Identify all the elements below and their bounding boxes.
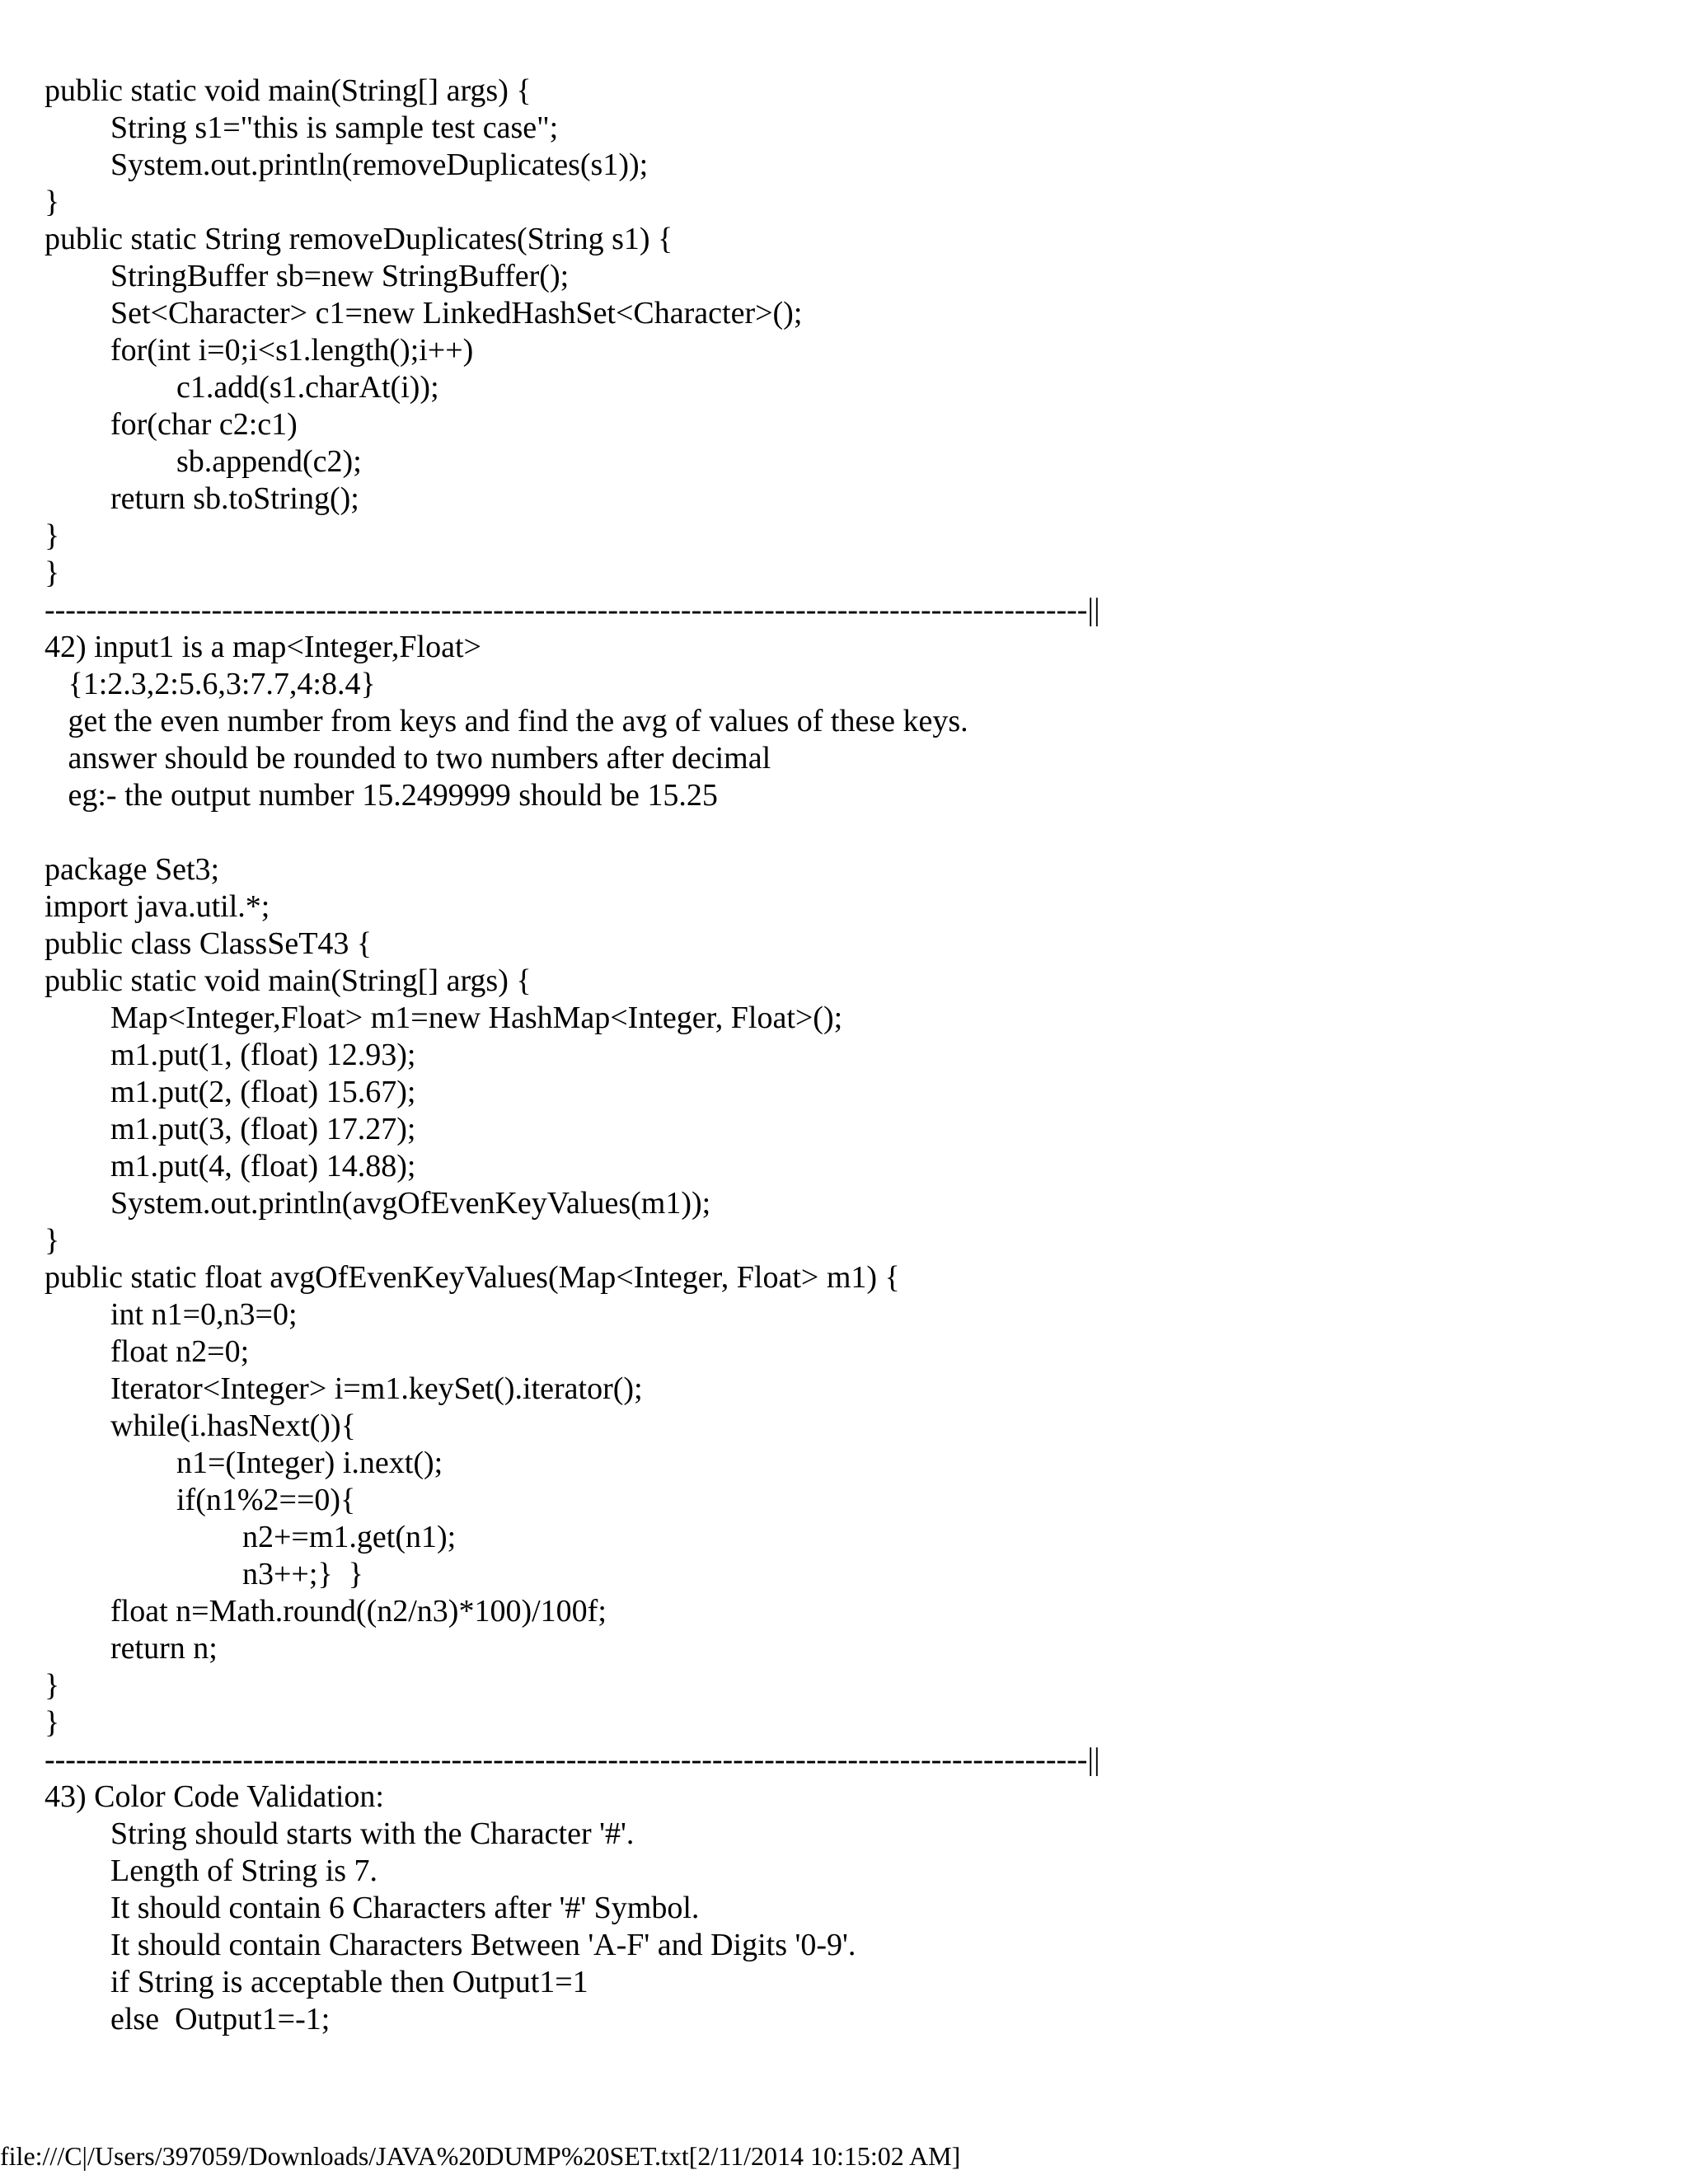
text-line: public static void main(String[] args) { — [45, 963, 532, 998]
text-line: eg:- the output number 15.2499999 should be 15.25 — [45, 778, 718, 813]
page-footer: file:///C|/Users/397059/Downloads/JAVA%20DUMP%20SET.txt[2/11/2014 10:15:02 AM] — [0, 2141, 961, 2171]
text-line: else Output1=-1; — [45, 2002, 331, 2036]
text-line: String s1="this is sample test case"; — [45, 110, 559, 145]
text-line: Map<Integer,Float> m1=new HashMap<Integer, Float>(); — [45, 1001, 843, 1035]
text-line: m1.put(4, (float) 14.88); — [45, 1149, 416, 1183]
text-line: ----------------------------------------------------------------------------------------------------|| — [45, 1742, 1100, 1777]
text-line: 43) Color Code Validation: — [45, 1779, 384, 1814]
text-line: public static float avgOfEvenKeyValues(Map<Integer, Float> m1) { — [45, 1260, 900, 1295]
text-line: n2+=m1.get(n1); — [45, 1520, 457, 1554]
text-line: } — [45, 555, 60, 590]
text-line — [45, 814, 1100, 851]
text-line: } — [45, 185, 60, 219]
text-line: Iterator<Integer> i=m1.keySet().iterator(); — [45, 1371, 643, 1406]
text-line: for(int i=0;i<s1.length();i++) — [45, 333, 474, 368]
text-line: } — [45, 1223, 60, 1258]
text-line: Length of String is 7. — [45, 1854, 378, 1888]
text-line: for(char c2:c1) — [45, 407, 298, 442]
text-line: } — [45, 1668, 60, 1703]
text-line: answer should be rounded to two numbers after decimal — [45, 741, 771, 776]
text-line: package Set3; — [45, 852, 220, 887]
text-line: n3++;} } — [45, 1557, 363, 1591]
text-line: } — [45, 518, 60, 553]
text-line: public class ClassSeT43 { — [45, 926, 373, 961]
text-line: } — [45, 1705, 60, 1740]
text-line: return n; — [45, 1631, 218, 1666]
text-line: System.out.println(avgOfEvenKeyValues(m1)); — [45, 1186, 711, 1221]
text-line: m1.put(3, (float) 17.27); — [45, 1112, 416, 1146]
text-line: import java.util.*; — [45, 889, 270, 924]
text-line: if String is acceptable then Output1=1 — [45, 1965, 588, 1999]
text-line: n1=(Integer) i.next(); — [45, 1446, 443, 1480]
text-line: public static String removeDuplicates(String s1) { — [45, 222, 673, 256]
text-line: get the even number from keys and find the avg of values of these keys. — [45, 704, 968, 738]
text-line: while(i.hasNext()){ — [45, 1408, 356, 1443]
text-line: float n=Math.round((n2/n3)*100)/100f; — [45, 1594, 607, 1629]
text-line: return sb.toString(); — [45, 481, 359, 516]
text-line: m1.put(2, (float) 15.67); — [45, 1075, 416, 1109]
text-line: if(n1%2==0){ — [45, 1483, 356, 1517]
text-line: public static void main(String[] args) { — [45, 73, 532, 108]
text-line: System.out.println(removeDuplicates(s1)); — [45, 148, 649, 182]
text-line: m1.put(1, (float) 12.93); — [45, 1038, 416, 1072]
text-line: StringBuffer sb=new StringBuffer(); — [45, 259, 570, 293]
text-line: Set<Character> c1=new LinkedHashSet<Character>(); — [45, 296, 803, 330]
text-line: ----------------------------------------------------------------------------------------------------|| — [45, 593, 1100, 627]
text-line: 42) input1 is a map<Integer,Float> — [45, 630, 481, 664]
text-line: int n1=0,n3=0; — [45, 1297, 298, 1332]
text-line: {1:2.3,2:5.6,3:7.7,4:8.4} — [45, 667, 376, 701]
text-line: c1.add(s1.charAt(i)); — [45, 370, 439, 405]
document-text — [45, 73, 1100, 2038]
text-line: String should starts with the Character '#'. — [45, 1816, 635, 1851]
text-line: It should contain Characters Between 'A-F' and Digits '0-9'. — [45, 1928, 856, 1962]
text-line: It should contain 6 Characters after '#' Symbol. — [45, 1891, 700, 1925]
text-line: float n2=0; — [45, 1334, 250, 1369]
text-line: sb.append(c2); — [45, 444, 362, 479]
